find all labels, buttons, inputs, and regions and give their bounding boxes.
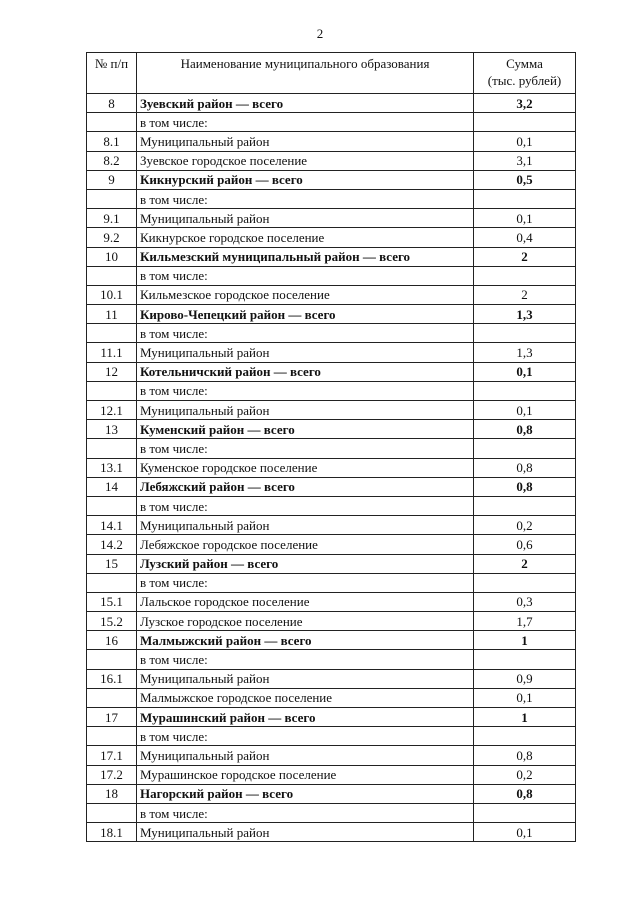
row-name: в том числе: (137, 113, 474, 132)
row-name: в том числе: (137, 727, 474, 746)
row-name: Малмыжское городское поселение (137, 688, 474, 707)
row-num: 12 (87, 362, 137, 381)
table-row (87, 132, 576, 151)
row-num: 8 (87, 94, 137, 113)
row-num: 16 (87, 631, 137, 650)
table-row (87, 496, 576, 515)
table-row (87, 381, 576, 400)
table-row (87, 535, 576, 554)
row-sum: 0,1 (474, 362, 576, 381)
row-num: 10.1 (87, 285, 137, 304)
row-num (87, 803, 137, 822)
row-num: 9.1 (87, 209, 137, 228)
row-name: Лальское городское поселение (137, 592, 474, 611)
table-row (87, 401, 576, 420)
table-row (87, 823, 576, 842)
row-name: в том числе: (137, 266, 474, 285)
row-sum: 0,8 (474, 784, 576, 803)
table-row (87, 688, 576, 707)
row-num (87, 381, 137, 400)
row-num: 14.1 (87, 516, 137, 535)
row-num: 9.2 (87, 228, 137, 247)
table-row (87, 151, 576, 170)
row-sum: 0,8 (474, 458, 576, 477)
row-name: Кильмезское городское поселение (137, 285, 474, 304)
row-name: Куменский район — всего (137, 420, 474, 439)
table-row (87, 631, 576, 650)
table-header (87, 53, 576, 94)
table-row (87, 592, 576, 611)
row-name: Муниципальный район (137, 401, 474, 420)
row-name: в том числе: (137, 496, 474, 515)
table-row (87, 305, 576, 324)
row-name: Малмыжский район — всего (137, 631, 474, 650)
row-num: 8.1 (87, 132, 137, 151)
table-row (87, 94, 576, 113)
row-name: в том числе: (137, 650, 474, 669)
row-num: 11 (87, 305, 137, 324)
row-num: 18 (87, 784, 137, 803)
row-name: Мурашинский район — всего (137, 708, 474, 727)
row-sum: 0,8 (474, 477, 576, 496)
row-name: Муниципальный район (137, 746, 474, 765)
row-num: 16.1 (87, 669, 137, 688)
row-name: в том числе: (137, 573, 474, 592)
table-row (87, 477, 576, 496)
table-row (87, 784, 576, 803)
row-sum: 0,6 (474, 535, 576, 554)
row-num: 13.1 (87, 458, 137, 477)
row-name: Муниципальный район (137, 132, 474, 151)
row-sum (474, 381, 576, 400)
row-num: 17.2 (87, 765, 137, 784)
row-num: 13 (87, 420, 137, 439)
page-number: 2 (316, 26, 324, 41)
row-name: Куменское городское поселение (137, 458, 474, 477)
row-sum: 0,1 (474, 688, 576, 707)
row-sum (474, 573, 576, 592)
table-body (87, 94, 576, 842)
row-name: Лузский район — всего (137, 554, 474, 573)
row-sum: 0,1 (474, 209, 576, 228)
row-sum: 2 (474, 247, 576, 266)
row-num (87, 496, 137, 515)
row-name: Мурашинское городское поселение (137, 765, 474, 784)
row-sum: 1 (474, 708, 576, 727)
row-name: Муниципальный район (137, 516, 474, 535)
table-row (87, 266, 576, 285)
table-row (87, 803, 576, 822)
row-sum: 1,7 (474, 612, 576, 631)
table-row (87, 170, 576, 189)
row-sum (474, 496, 576, 515)
row-sum: 0,8 (474, 746, 576, 765)
row-num (87, 650, 137, 669)
row-num: 10 (87, 247, 137, 266)
table-row (87, 727, 576, 746)
row-num: 15 (87, 554, 137, 573)
row-num (87, 113, 137, 132)
row-sum: 2 (474, 285, 576, 304)
row-sum: 1 (474, 631, 576, 650)
row-sum: 0,2 (474, 765, 576, 784)
table-row (87, 209, 576, 228)
row-sum: 3,1 (474, 151, 576, 170)
header-name: Наименование муниципального образования (137, 53, 474, 94)
row-name: в том числе: (137, 189, 474, 208)
header-sum-line1: Сумма (506, 56, 543, 71)
header-sum-line2: (тыс. рублей) (487, 73, 562, 88)
row-sum: 1,3 (474, 343, 576, 362)
row-sum: 0,2 (474, 516, 576, 535)
row-sum (474, 650, 576, 669)
row-sum (474, 113, 576, 132)
table-row (87, 458, 576, 477)
row-num: 15.2 (87, 612, 137, 631)
row-sum: 1,3 (474, 305, 576, 324)
row-name: Кильмезский муниципальный район — всего (137, 247, 474, 266)
row-num: 17.1 (87, 746, 137, 765)
row-num (87, 266, 137, 285)
table-row (87, 343, 576, 362)
table-row (87, 650, 576, 669)
row-num (87, 727, 137, 746)
row-num: 12.1 (87, 401, 137, 420)
row-num (87, 688, 137, 707)
row-num (87, 439, 137, 458)
row-name: Кирово-Чепецкий район — всего (137, 305, 474, 324)
row-name: Муниципальный район (137, 823, 474, 842)
row-sum: 0,8 (474, 420, 576, 439)
row-sum (474, 727, 576, 746)
header-sum (474, 53, 576, 94)
row-num (87, 573, 137, 592)
header-num: № п/п (87, 53, 137, 94)
table-row (87, 324, 576, 343)
table-row (87, 612, 576, 631)
row-name: Кикнурский район — всего (137, 170, 474, 189)
row-name: Муниципальный район (137, 343, 474, 362)
row-name: Лузское городское поселение (137, 612, 474, 631)
table-row (87, 228, 576, 247)
row-num: 11.1 (87, 343, 137, 362)
table-row (87, 285, 576, 304)
row-sum (474, 803, 576, 822)
row-sum (474, 189, 576, 208)
row-name: Лебяжский район — всего (137, 477, 474, 496)
table-row (87, 439, 576, 458)
row-num: 15.1 (87, 592, 137, 611)
table-row (87, 420, 576, 439)
row-sum: 0,1 (474, 823, 576, 842)
table-row (87, 573, 576, 592)
row-sum: 0,4 (474, 228, 576, 247)
row-name: Кикнурское городское поселение (137, 228, 474, 247)
row-name: в том числе: (137, 803, 474, 822)
row-sum: 0,9 (474, 669, 576, 688)
table-row (87, 362, 576, 381)
row-sum: 3,2 (474, 94, 576, 113)
row-num: 14.2 (87, 535, 137, 554)
table-row (87, 669, 576, 688)
row-name: Лебяжское городское поселение (137, 535, 474, 554)
row-name: Зуевское городское поселение (137, 151, 474, 170)
table-row (87, 554, 576, 573)
table-row (87, 746, 576, 765)
row-sum (474, 439, 576, 458)
row-name: в том числе: (137, 439, 474, 458)
row-name: в том числе: (137, 381, 474, 400)
row-name: Нагорский район — всего (137, 784, 474, 803)
row-sum (474, 266, 576, 285)
row-sum: 0,5 (474, 170, 576, 189)
row-num: 9 (87, 170, 137, 189)
row-name: в том числе: (137, 324, 474, 343)
row-sum (474, 324, 576, 343)
row-sum: 0,1 (474, 132, 576, 151)
row-name: Муниципальный район (137, 209, 474, 228)
row-num: 8.2 (87, 151, 137, 170)
table-row (87, 247, 576, 266)
row-name: Зуевский район — всего (137, 94, 474, 113)
table-row (87, 765, 576, 784)
header-row (87, 53, 576, 94)
row-sum: 2 (474, 554, 576, 573)
row-name: Муниципальный район (137, 669, 474, 688)
table-row (87, 708, 576, 727)
table-row (87, 189, 576, 208)
table-row (87, 113, 576, 132)
row-num: 14 (87, 477, 137, 496)
row-num: 18.1 (87, 823, 137, 842)
row-num: 17 (87, 708, 137, 727)
table-row (87, 516, 576, 535)
allocation-table (86, 52, 576, 842)
row-name: Котельничский район — всего (137, 362, 474, 381)
row-num (87, 189, 137, 208)
row-num (87, 324, 137, 343)
row-sum: 0,3 (474, 592, 576, 611)
row-sum: 0,1 (474, 401, 576, 420)
